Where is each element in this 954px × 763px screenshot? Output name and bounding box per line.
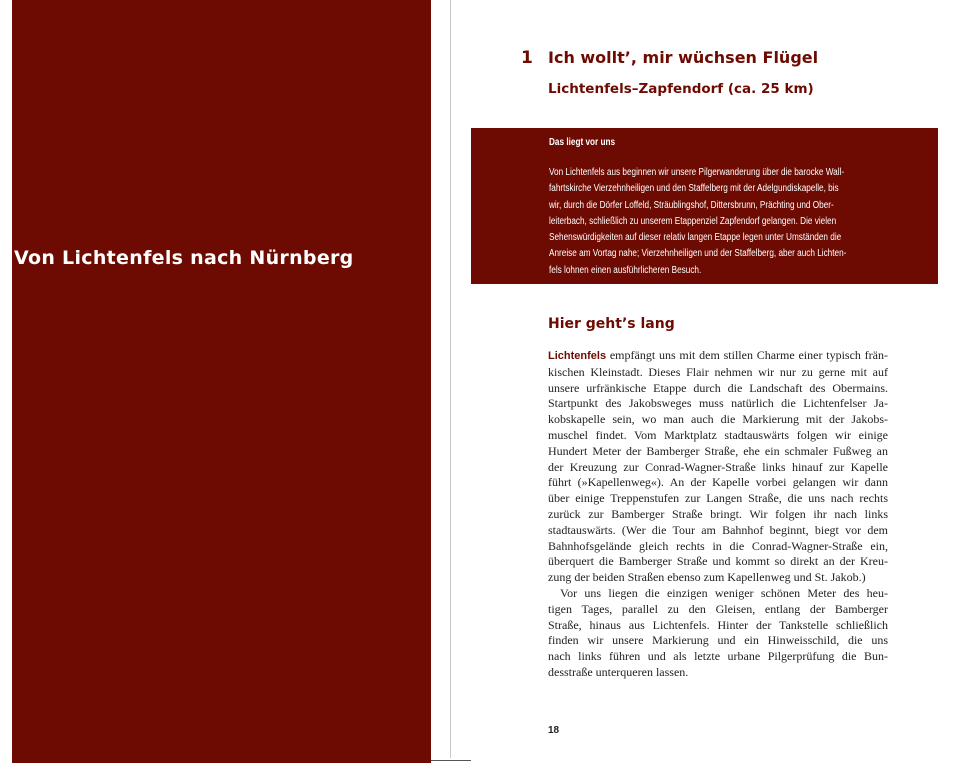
intro-line: leiterbach, schließlich zu unserem Etappenziel Zapfendorf gelangen. Die vielen — [549, 215, 837, 227]
chapter-number: 1 — [521, 48, 533, 68]
body-line: nach links führen und als letzte urbane Pilgerprüfung die Bun- — [548, 649, 888, 664]
body-line: unsere urfränkische Etappe durch die Landschaft des Obermains. — [548, 380, 888, 395]
body-line: Startpunkt des Jakobsweges muss natürlich die Lichtenfelser Ja- — [548, 396, 888, 411]
body-line: führt (»Kapellenweg«). An der Kapelle vorbei gelangen wir dann — [548, 475, 888, 490]
intro-box — [471, 128, 938, 284]
body-line: Hundert Meter der Bamberger Straße, ehe ein schmaler Fußweg an — [548, 443, 888, 458]
body-line: stadtauswärts. (Wer die Tour am Bahnhof beginnt, biegt vor dem — [548, 522, 888, 537]
intro-line: Sehenswürdigkeiten auf dieser relativ langen Etappe legen unter Umständen die — [549, 232, 842, 244]
body-line: zung der beiden Straßen ebenso zum Kapellenweg und St. Jakob.) — [548, 570, 866, 585]
body-line: Vor uns liegen die einzigen weniger schönen Meter des heu- — [560, 585, 888, 600]
body-line: über einige Treppenstufen zur Langen Straße, die uns nach rechts — [548, 491, 888, 506]
body-line: überquert die Bamberger Straße und kommt so direkt an der Kreu- — [548, 554, 888, 569]
left-page-title: Von Lichtenfels nach Nürnberg — [14, 247, 354, 269]
body-line: Straße, hinaus aus Lichtenfels. Hinter der Tankstelle schließlich — [548, 617, 888, 632]
chapter-title: Ich wollt’, mir wüchsen Flügel — [548, 48, 819, 67]
spine-tick — [431, 760, 471, 761]
body-line: Bahnhofsgelände gleich rechts in die Conrad-Wagner-Straße ein, — [548, 538, 888, 553]
body-line-rest: empfängt uns mit dem stillen Charme einer typisch frän- — [606, 348, 888, 362]
intro-line: fels lohnen einen ausführlicheren Besuch. — [549, 264, 702, 276]
intro-line: wir, durch die Dörfer Loffeld, Sträublingshof, Dittersbrunn, Prächting und Ober- — [549, 199, 834, 211]
intro-box-heading: Das liegt vor uns — [549, 137, 616, 148]
body-line: kobskapelle sein, wo man auch die Markierung mit der Jakobs- — [548, 412, 888, 427]
keyword-lichtenfels: Lichtenfels — [548, 350, 607, 362]
body-line: desstraße unterqueren lassen. — [548, 664, 689, 679]
body-line: muschel findet. Vom Marktplatz stadtauswärts folgen wir einige — [548, 427, 888, 442]
intro-line: Anreise am Vortag nahe; Vierzehnheiligen und der Staffelberg, aber auch Lichten- — [549, 248, 847, 260]
body-line: zurück zur Bamberger Straße bringt. Wir folgen ihr nach links — [548, 506, 888, 521]
page-spine — [450, 0, 451, 758]
route-subtitle: Lichtenfels–Zapfendorf (ca. 25 km) — [548, 81, 814, 97]
page-number: 18 — [548, 725, 560, 736]
intro-line: fahrtskirche Vierzehnheiligen und den Staffelberg mit der Adelgundiskapelle, bis — [549, 183, 839, 195]
body-text — [548, 348, 888, 681]
body-line: tigen Tages, parallel zu den Gleisen, entlang der Bamberger — [548, 601, 888, 616]
intro-box-text — [549, 165, 873, 279]
left-page-panel — [12, 0, 431, 763]
section-title: Hier geht’s lang — [548, 316, 675, 332]
body-line: finden wir unsere Markierung und ein Hinweisschild, die uns — [548, 633, 888, 648]
body-line: der Kreuzung zur Conrad-Wagner-Straße links hinauf zur Kapelle — [548, 459, 888, 474]
body-line: kischen Kleinstadt. Dieses Flair nehmen wir nur zu gerne mit auf — [548, 364, 888, 379]
body-line — [548, 348, 888, 365]
intro-line: Von Lichtenfels aus beginnen wir unsere Pilgerwanderung über die barocke Wall- — [549, 167, 845, 178]
